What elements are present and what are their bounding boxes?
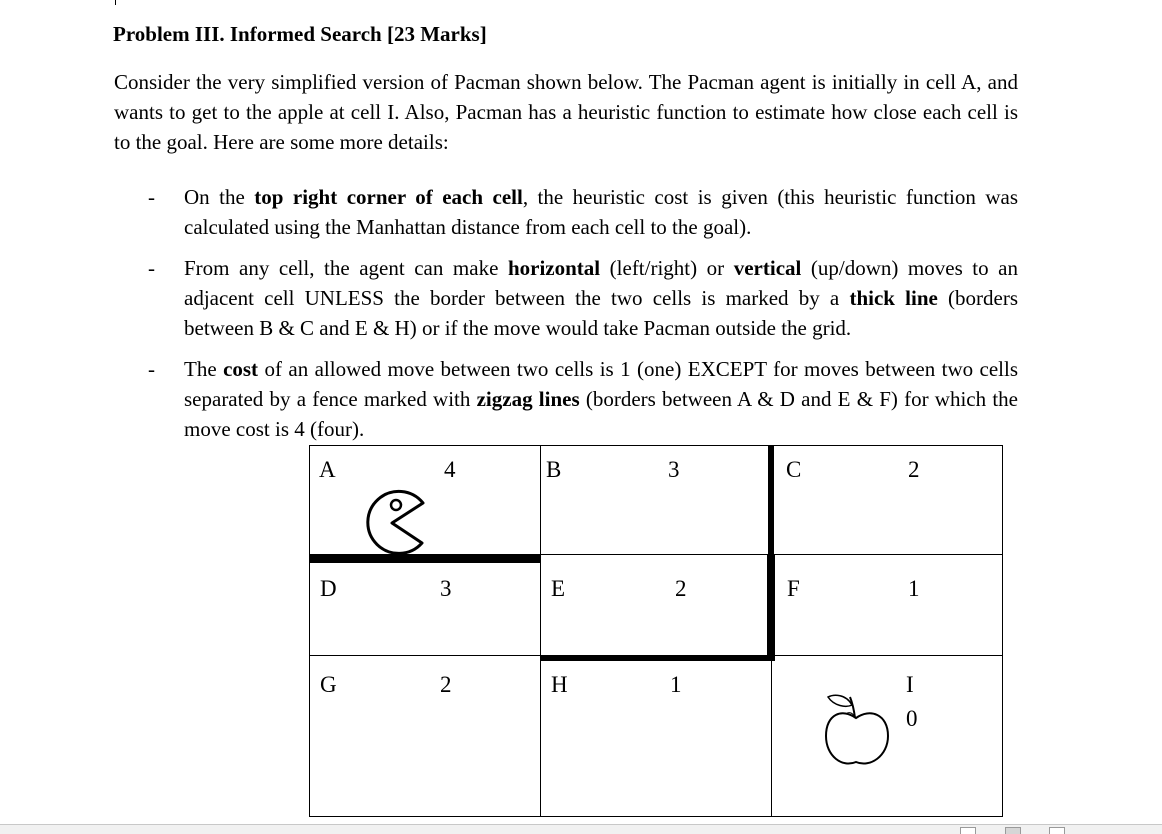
cell-label-e: E [551,576,566,601]
pacman-icon [368,491,423,553]
bullet-dash: - [148,256,155,280]
bold-term: zigzag lines [476,387,580,411]
cell-heuristic-i: 0 [906,706,918,731]
cell-heuristic-e: 2 [675,576,687,601]
apple-icon [826,695,888,763]
cell-label-h: H [551,672,568,697]
bold-term: cost [223,357,259,381]
cell-label-a: A [319,457,336,482]
cell-heuristic-g: 2 [440,672,452,697]
text-run: From any cell, the agent can make [184,256,508,280]
cell-label-i: I [906,672,914,697]
bold-term: horizontal [507,256,601,280]
cell-label-f: F [787,576,800,601]
text-run: (borders between B & C and E & H) or if the move would take Pacman outside the grid. [184,286,1018,340]
bullet-dash: - [148,357,155,381]
bold-term: top right corner of each cell [254,185,523,209]
cell-heuristic-f: 1 [908,576,920,601]
fence-e-h [540,655,775,661]
text-run: (borders between A & D and E & F) for which the move cost is 4 (four). [184,387,1018,441]
cell-heuristic-c: 2 [908,457,920,482]
fence-a-d [309,555,540,563]
problem-title: Problem III. Informed Search [23 Marks] [113,22,487,46]
cell-heuristic-h: 1 [670,672,682,697]
bold-term: vertical [733,256,802,280]
text-run: of an allowed move between two cells is 1 (one) EXCEPT for moves between two cells separated by a fence marked with [184,357,1018,411]
text-run: (up/down) moves to an adjacent cell UNLESS the border between the two cells is marked by a [184,256,1018,310]
cell-label-b: B [546,457,562,482]
intro-paragraph: Consider the very simplified version of Pacman shown below. The Pacman agent is initially in cell A, and wants to get to the apple at cell I. Also, Pacman has a heuristic function to estimate how close each cell is to the goal. Here are some more details: [114,70,1018,154]
bullet-dash: - [148,185,155,209]
fence-b-c [768,446,774,554]
bold-term: thick line [849,286,938,310]
cell-heuristic-b: 3 [668,457,680,482]
text-run: (left/right) or [600,256,734,280]
text-run: , the heuristic cost is given (this heuristic function was calculated using the Manhattan distance from each cell to the goal). [184,185,1018,239]
cell-heuristic-d: 3 [440,576,452,601]
text-run: On the [184,185,255,209]
cell-label-g: G [320,672,337,697]
text-run: The [184,357,224,381]
cell-heuristic-a: 4 [444,457,456,482]
cell-label-c: C [786,457,802,482]
fence-e-f [767,555,775,660]
cell-label-d: D [320,576,337,601]
